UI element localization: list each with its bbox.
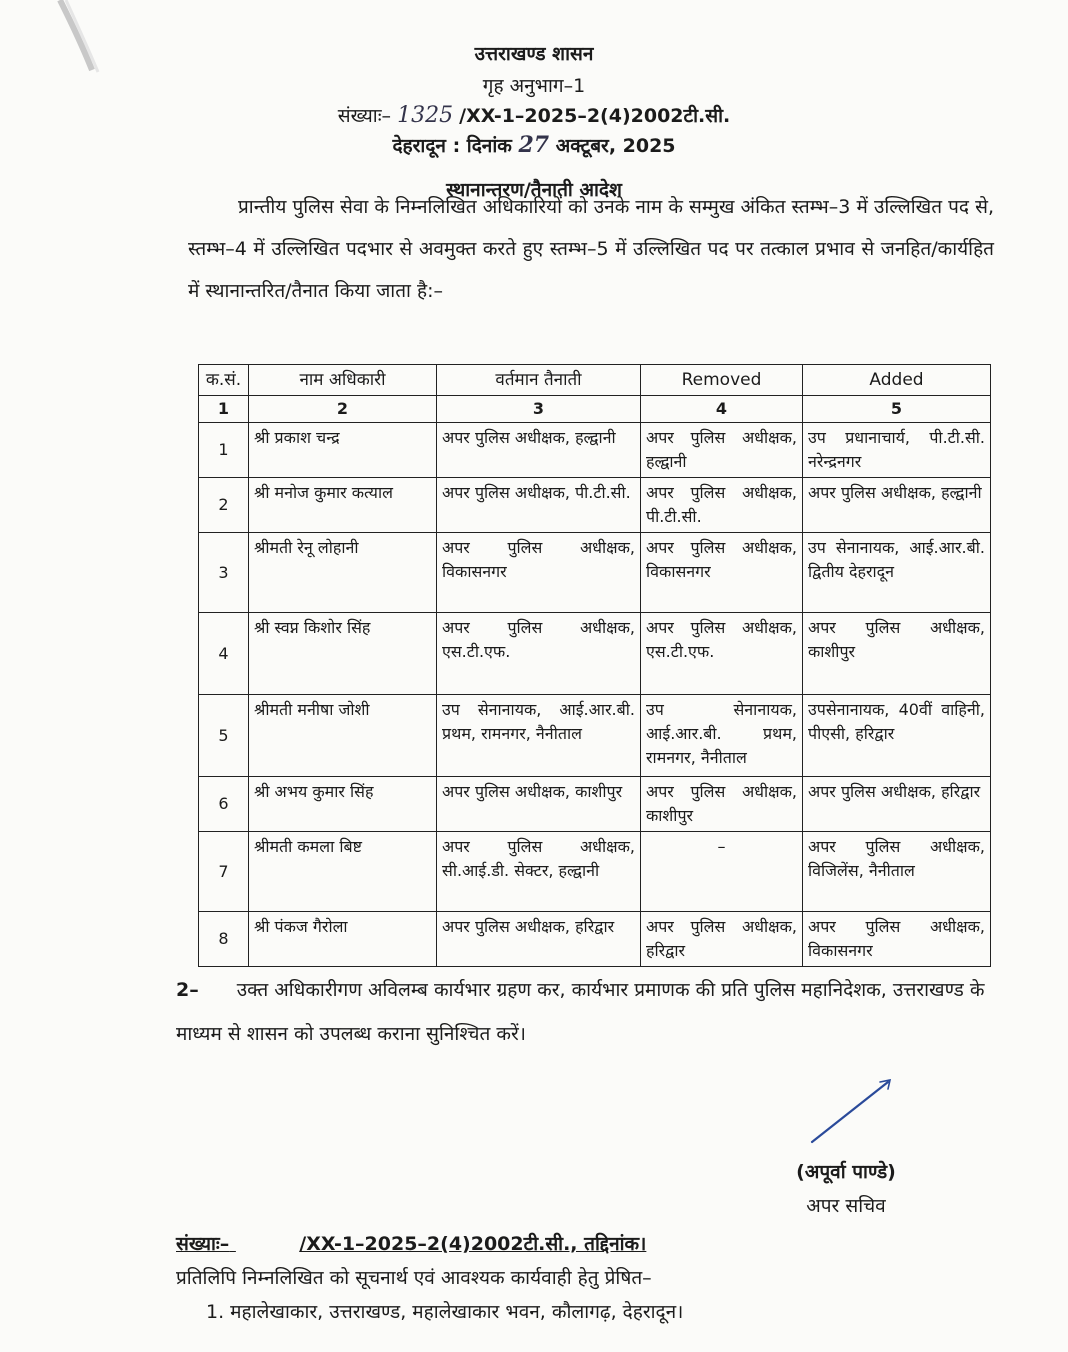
row-officer-name: श्रीमती कमला बिष्ट xyxy=(249,832,437,912)
date-line xyxy=(0,132,1068,158)
row-added: अपर पुलिस अधीक्षक, विकासनगर xyxy=(803,912,991,967)
paragraph-2-number: 2– xyxy=(176,979,199,1001)
row-removed: अपर पुलिस अधीक्षक, विकासनगर xyxy=(641,533,803,613)
row-removed: अपर पुलिस अधीक्षक, हरिद्वार xyxy=(641,912,803,967)
column-number: 5 xyxy=(803,396,991,423)
table-row xyxy=(199,533,991,613)
row-removed: उप सेनानायक, आई.आर.बी. प्रथम, रामनगर, नैनीताल xyxy=(641,695,803,777)
paragraph-2 xyxy=(176,968,1002,1056)
signatory-designation: अपर सचिव xyxy=(806,1195,886,1217)
row-current-posting: अपर पुलिस अधीक्षक, पी.टी.सी. xyxy=(437,478,641,533)
paragraph-2-text: उक्त अधिकारीगण अविलम्ब कार्यभार ग्रहण कर, कार्यभार प्रमाणक की प्रति पुलिस महानिदेशक, उत्तराखण्ड के माध्यम से शासन को उपलब्ध कराना सुनिश्चित करें। xyxy=(176,979,985,1045)
row-officer-name: श्री स्वप्न किशोर सिंह xyxy=(249,613,437,695)
row-current-posting: उप सेनानायक, आई.आर.बी. प्रथम, रामनगर, नैनीताल xyxy=(437,695,641,777)
header-removed: Removed xyxy=(641,365,803,396)
signatory-block xyxy=(786,1158,906,1218)
table-row xyxy=(199,423,991,478)
row-added: अपर पुलिस अधीक्षक, विजिलेंस, नैनीताल xyxy=(803,832,991,912)
row-officer-name: श्री पंकज गैरोला xyxy=(249,912,437,967)
row-removed: अपर पुलिस अधीक्षक, हल्द्वानी xyxy=(641,423,803,478)
row-removed: अपर पुलिस अधीक्षक, पी.टी.सी. xyxy=(641,478,803,533)
copy-reference-line xyxy=(176,1230,646,1256)
column-number: 4 xyxy=(641,396,803,423)
row-officer-name: श्री मनोज कुमार कत्याल xyxy=(249,478,437,533)
copy-ref-blank xyxy=(229,1233,299,1255)
row-added: अपर पुलिस अधीक्षक, हल्द्वानी xyxy=(803,478,991,533)
row-officer-name: श्रीमती मनीषा जोशी xyxy=(249,695,437,777)
copy-intro: प्रतिलिपि निम्नलिखित को सूचनार्थ एवं आवश्यक कार्यवाही हेतु प्रेषित– xyxy=(176,1267,652,1289)
copy-ref-suffix: /XX-1–2025–2(4)2002टी.सी., तद्दिनांक। xyxy=(299,1233,647,1255)
column-number-row xyxy=(199,396,991,423)
row-serial: 6 xyxy=(199,777,249,832)
row-current-posting: अपर पुलिस अधीक्षक, विकासनगर xyxy=(437,533,641,613)
department-name: गृह अनुभाग–1 xyxy=(482,75,586,97)
copy-ref-prefix: संख्याः– xyxy=(176,1233,230,1255)
row-serial: 8 xyxy=(199,912,249,967)
header-current-posting: वर्तमान तैनाती xyxy=(437,365,641,396)
row-added: अपर पुलिस अधीक्षक, हरिद्वार xyxy=(803,777,991,832)
date-prefix: देहरादून : दिनांक xyxy=(392,135,512,157)
table-row xyxy=(199,695,991,777)
table-row xyxy=(199,613,991,695)
table-row xyxy=(199,777,991,832)
ref-prefix: संख्याः– xyxy=(337,105,392,127)
column-number: 3 xyxy=(437,396,641,423)
row-added: उप प्रधानाचार्य, पी.टी.सी. नरेन्द्रनगर xyxy=(803,423,991,478)
transfer-table xyxy=(198,364,991,967)
row-current-posting: अपर पुलिस अधीक्षक, काशीपुर xyxy=(437,777,641,832)
signatory-name: (अपूर्वा पाण्डे) xyxy=(796,1161,896,1183)
row-serial: 5 xyxy=(199,695,249,777)
row-current-posting: अपर पुलिस अधीक्षक, सी.आई.डी. सेक्टर, हल्द्वानी xyxy=(437,832,641,912)
row-current-posting: अपर पुलिस अधीक्षक, हल्द्वानी xyxy=(437,423,641,478)
header-serial: क.सं. xyxy=(199,365,249,396)
handwritten-ref-number: 1325 xyxy=(397,103,454,128)
header-added: Added xyxy=(803,365,991,396)
row-serial: 7 xyxy=(199,832,249,912)
row-serial: 2 xyxy=(199,478,249,533)
row-serial: 4 xyxy=(199,613,249,695)
row-removed: – xyxy=(641,832,803,912)
row-added: उपसेनानायक, 40वीं वाहिनी, पीएसी, हरिद्वार xyxy=(803,695,991,777)
row-added: अपर पुलिस अधीक्षक, काशीपुर xyxy=(803,613,991,695)
handwritten-date-day: 27 xyxy=(518,132,550,158)
row-officer-name: श्री प्रकाश चन्द्र xyxy=(249,423,437,478)
table-row xyxy=(199,478,991,533)
signature-mark xyxy=(808,1076,908,1156)
row-officer-name: श्रीमती रेनू लोहानी xyxy=(249,533,437,613)
row-removed: अपर पुलिस अधीक्षक, काशीपुर xyxy=(641,777,803,832)
reference-number xyxy=(0,102,1068,128)
table-row xyxy=(199,832,991,912)
table-header-row xyxy=(199,365,991,396)
row-removed: अपर पुलिस अधीक्षक, एस.टी.एफ. xyxy=(641,613,803,695)
row-current-posting: अपर पुलिस अधीक्षक, हरिद्वार xyxy=(437,912,641,967)
order-title: स्थानान्तरण/तैनाती आदेश xyxy=(446,179,622,201)
date-suffix: अक्टूबर, 2025 xyxy=(555,135,676,157)
ref-suffix: /XX-1–2025–2(4)2002टी.सी. xyxy=(459,105,731,127)
row-current-posting: अपर पुलिस अधीक्षक, एस.टी.एफ. xyxy=(437,613,641,695)
header-officer-name: नाम अधिकारी xyxy=(249,365,437,396)
row-officer-name: श्री अभय कुमार सिंह xyxy=(249,777,437,832)
government-title: उत्तराखण्ड शासन xyxy=(474,43,594,65)
row-serial: 1 xyxy=(199,423,249,478)
column-number: 1 xyxy=(199,396,249,423)
column-number: 2 xyxy=(249,396,437,423)
copy-item: 1. महालेखाकार, उत्तराखण्ड, महालेखाकार भवन, कौलागढ़, देहरादून। xyxy=(206,1301,684,1323)
row-added: उप सेनानायक, आई.आर.बी. द्वितीय देहरादून xyxy=(803,533,991,613)
row-serial: 3 xyxy=(199,533,249,613)
intro-paragraph: प्रान्तीय पुलिस सेवा के निम्नलिखित अधिकारियों को उनके नाम के सम्मुख अंकित स्तम्भ–3 में उल्लिखित पद से, स्तम्भ–4 में उल्लिखित पदभार से अवमुक्त करते हुए स्तम्भ–5 में उल्लिखित पद पर तत्काल प्रभाव से जनहित/कार्यहित में स्थानान्तरित/तैनात किया जाता है:– xyxy=(188,196,994,302)
table-row xyxy=(199,912,991,967)
